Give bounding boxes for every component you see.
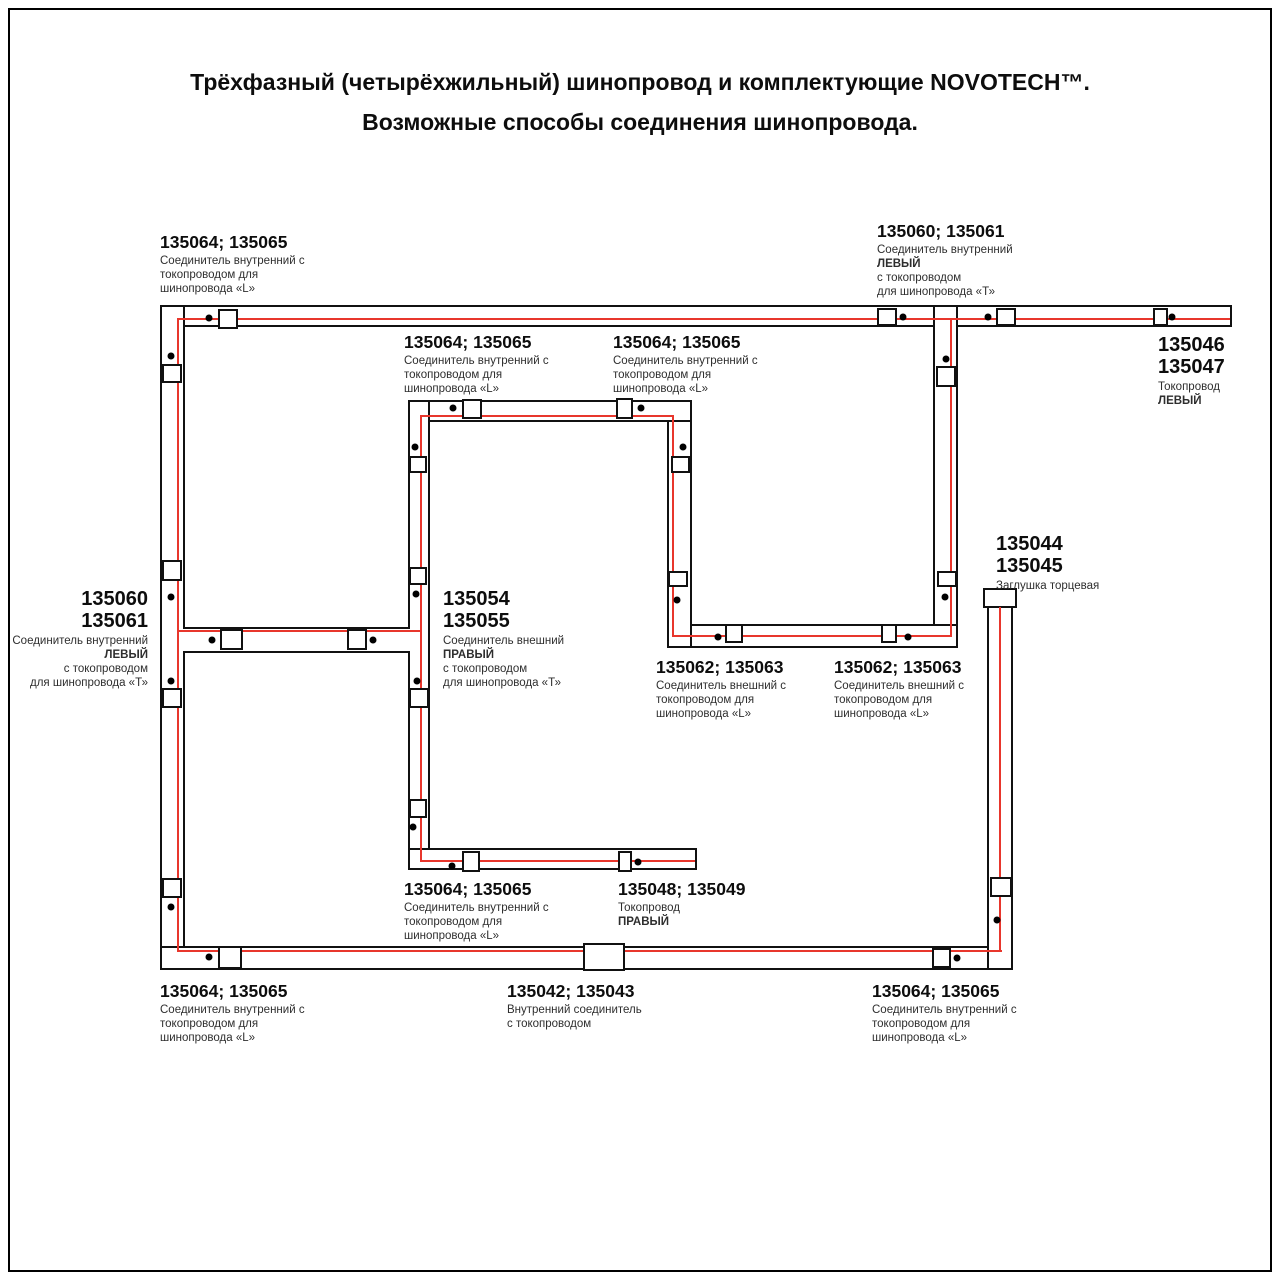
connector-box [932,948,951,968]
junction-dot [680,444,687,451]
label-feed-right [618,879,745,929]
part-code: 135060 [81,588,148,610]
part-code: 135064; 135065 [872,981,1000,1001]
part-code: 135055 [443,610,510,632]
label-connector-external-corner-left [656,657,786,721]
part-description: Соединитель внешний с токопроводом для шинопровода «L» [656,680,787,720]
junction-dot [954,955,961,962]
label-connector-internal-bottom-right [872,981,1017,1045]
junction-dot [1169,314,1176,321]
junction-dot [370,637,377,644]
conductor-line [177,630,422,632]
label-connector-internal-bottom-left [160,981,305,1045]
track-joint-patch [410,850,428,868]
connector-box [618,851,632,872]
track-inner-right-vertical [667,400,692,648]
label-connector-internal-inner-bottom [404,879,549,943]
track-top-horizontal [160,305,1232,327]
connector-box [347,629,367,650]
junction-dot [943,356,950,363]
label-connector-external-corner-right [834,657,964,721]
junction-dot [209,637,216,644]
part-code: 135064; 135065 [160,232,288,252]
junction-dot [450,405,457,412]
part-code: 135064; 135065 [160,981,288,1001]
conductor-line [177,318,179,952]
connector-box [409,456,427,473]
connector-box [462,399,482,419]
connector-box [409,567,427,585]
junction-dot [410,824,417,831]
track-joint-patch [404,629,412,651]
connector-box [220,629,243,650]
label-connector-internal-inner-top-right [613,332,758,396]
conductor-line [420,415,422,862]
connector-box [409,688,429,708]
junction-dot [674,597,681,604]
part-description: Соединитель внутренний ЛЕВЫЙ с токопроводом для шинопровода «Т» [12,635,148,689]
title-line-1: Трёхфазный (четырёхжильный) шинопровод и комплектующие NOVOTECH™. [190,69,1090,95]
part-description: Соединитель внутренний с токопроводом для шинопровода «L» [160,1004,305,1044]
part-description: Соединитель внутренний с токопроводом для шинопровода «L» [404,355,549,395]
connector-box [583,943,625,971]
part-description: Заглушка торцевая [996,580,1100,592]
part-description: Внутренний соединитель с токопроводом [507,1004,642,1030]
connector-box [162,878,182,898]
junction-dot [414,678,421,685]
part-code: 135054 [443,588,510,610]
part-code: 135046 [1158,334,1225,356]
junction-dot [413,591,420,598]
junction-dot [168,594,175,601]
part-code: 135064; 135065 [613,332,741,352]
connector-box [725,624,743,643]
part-description: Соединитель внешний ПРАВЫЙ с токопроводом для шинопровода «Т» [443,635,565,689]
junction-dot [715,634,722,641]
part-description: Соединитель внутренний с токопроводом для шинопровода «L» [872,1004,1017,1044]
junction-dot [985,314,992,321]
connector-box [936,366,956,387]
part-code: 135062; 135063 [656,657,784,677]
connector-box [218,946,242,969]
junction-dot [168,678,175,685]
label-connector-internal-straight [507,981,642,1031]
label-end-cap [996,533,1099,593]
junction-dot [412,444,419,451]
connector-box [218,309,238,329]
connector-box [996,308,1016,326]
part-code: 135060; 135061 [877,221,1005,241]
connector-box [409,799,427,818]
junction-dot [168,353,175,360]
title-line-2: Возможные способы соединения шинопровода. [362,109,918,135]
connector-box [162,560,182,581]
part-code: 135048; 135049 [618,879,746,899]
connector-box [616,398,633,419]
connector-box [462,851,480,872]
junction-dot [900,314,907,321]
junction-dot [449,863,456,870]
part-code: 135047 [1158,356,1225,378]
label-connector-internal-left-t-top [877,221,1013,299]
connector-box [162,688,182,708]
label-feed-left [1158,334,1225,408]
part-description: Токопровод ЛЕВЫЙ [1158,381,1220,407]
track-joint-patch [162,307,183,325]
label-connector-external-t-right [443,588,564,690]
part-description: Соединитель внутренний с токопроводом для шинопровода «L» [160,255,305,295]
part-code: 135042; 135043 [507,981,635,1001]
label-connector-internal-inner-top-left [404,332,549,396]
connector-box [671,456,690,473]
label-connector-internal-left-t [12,588,148,690]
label-connector-internal-top-left [160,232,305,296]
part-description: Соединитель внутренний ЛЕВЫЙ с токопроводом для шинопровода «Т» [877,244,1013,298]
connector-box [937,571,957,587]
junction-dot [206,315,213,322]
page-title [0,62,1280,142]
track-joint-patch [181,629,189,651]
part-code: 135064; 135065 [404,332,532,352]
part-code: 135062; 135063 [834,657,962,677]
connector-box [1153,308,1168,326]
track-joint-patch [410,402,428,420]
junction-dot [942,594,949,601]
junction-dot [168,904,175,911]
conductor-line [420,415,674,417]
connector-box [668,571,688,587]
part-code: 135061 [81,610,148,632]
part-description: Соединитель внутренний с токопроводом для шинопровода «L» [404,902,549,942]
junction-dot [635,859,642,866]
junction-dot [206,954,213,961]
part-description: Токопровод ПРАВЫЙ [618,902,680,928]
conductor-line [672,415,674,637]
part-description: Соединитель внутренний с токопроводом для шинопровода «L» [613,355,758,395]
part-code: 135044 [996,533,1063,555]
junction-dot [638,405,645,412]
part-code: 135045 [996,555,1063,577]
conductor-line [177,318,1230,320]
conductor-line [999,607,1001,952]
connector-box [162,364,182,383]
part-description: Соединитель внешний с токопроводом для шинопровода «L» [834,680,965,720]
junction-dot [994,917,1001,924]
connector-box [881,624,897,643]
track-joint-patch [935,307,956,325]
connector-box [990,877,1012,897]
connector-box [877,308,897,326]
junction-dot [905,634,912,641]
part-code: 135064; 135065 [404,879,532,899]
